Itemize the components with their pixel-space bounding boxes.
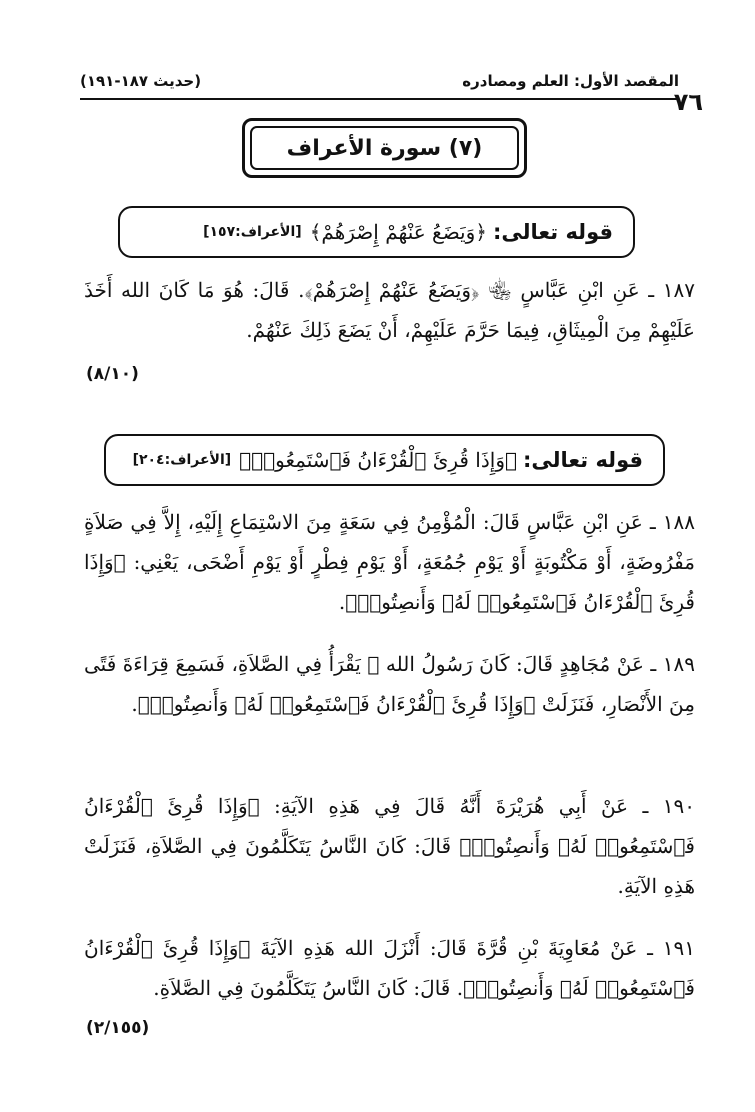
verse-heading-reference: [الأعراف:٢٠٤]	[132, 452, 232, 468]
verse-heading-quote: ﴿وَإِذَا قُرِئَ ٱلْقُرْءَانُ فَٱسْتَمِعُوا۟﴾	[239, 448, 517, 472]
verse-heading-box	[104, 434, 665, 486]
surah-title: (٧) سورة الأعراف	[250, 126, 519, 170]
hadith-187-reference: (٨/١٠)	[86, 364, 139, 384]
verse-heading-lead: قوله تعالى:	[522, 448, 643, 472]
surah-title-frame	[242, 118, 527, 178]
verse-heading-reference: [الأعراف:١٥٧]	[203, 224, 302, 240]
verse-heading-lead: قوله تعالى:	[492, 220, 613, 244]
hadith-entry-190: ١٩٠ ـ عَنْ أَبِي هُرَيْرَةَ أَنَّهُ قَالَ فِي هَذِهِ الآيَةِ: ﴿وَإِذَا قُرِئَ ٱلْقُرْءَانُ فَٱسْتَمِعُوا۟ لَهُۥ وَأَنصِتُوا۟﴾ قَالَ: كَانَ النَّاسُ يَتَكَلَّمُونَ فِي الصَّلاَةِ، فَنَزَلَتْ هَذِهِ الآيَةِ.	[84, 794, 695, 898]
hadith-entry-187: ١٨٧ ـ عَنِ ابْنِ عَبَّاسٍ ﵄ ﴿وَيَضَعُ عَنْهُمْ إِصْرَهُمْ﴾. قَالَ: هُوَ مَا كَانَ الله أَخَذَ عَلَيْهِمْ مِنَ الْمِيثَاقِ، فِيمَا حَرَّمَ عَلَيْهِمْ، أَنْ يَضَعَ ذَلِكَ عَنْهُمْ.	[84, 278, 695, 342]
verse-heading-quote: ﴿وَيَضَعُ عَنْهُمْ إِصْرَهُمْ﴾	[309, 220, 487, 244]
running-header	[80, 70, 679, 100]
hadith-range: (حديث ١٨٧-١٩١)	[80, 72, 202, 90]
running-title: المقصد الأول: العلم ومصادره	[462, 72, 679, 90]
hadith-191-reference: (٢/١٥٥)	[86, 1018, 150, 1038]
verse-heading-box	[118, 206, 635, 258]
hadith-entry-189: ١٨٩ ـ عَنْ مُجَاهِدٍ قَالَ: كَانَ رَسُولُ الله ﷺ يَقْرَأُ فِي الصَّلاَةِ، فَسَمِعَ قِرَاءَةَ فَتًى مِنَ الأَنْصَارِ، فَنَزَلَتْ ﴿وَإِذَا قُرِئَ ٱلْقُرْءَانُ فَٱسْتَمِعُوا۟ لَهُۥ وَأَنصِتُوا۟﴾.	[84, 652, 695, 716]
hadith-entry-188: ١٨٨ ـ عَنِ ابْنِ عَبَّاسٍ قَالَ: الْمُؤْمِنُ فِي سَعَةٍ مِنَ الاسْتِمَاعِ إِلَيْهِ، إِلاَّ فِي صَلاَةٍ مَفْرُوضَةٍ، أَوْ مَكْتُوبَةٍ أَوْ يَوْمِ جُمُعَةٍ، أَوْ يَوْمِ فِطْرٍ أَوْ يَوْمِ أَضْحَى، يَعْنِي: ﴿وَإِذَا قُرِئَ ٱلْقُرْءَانُ فَٱسْتَمِعُوا۟ لَهُۥ وَأَنصِتُوا۟﴾.	[84, 510, 695, 614]
hadith-entry-191: ١٩١ ـ عَنْ مُعَاوِيَةَ بْنِ قُرَّةَ قَالَ: أَنْزَلَ الله هَذِهِ الآيَةَ ﴿وَإِذَا قُرِئَ ٱلْقُرْءَانُ فَٱسْتَمِعُوا۟ لَهُۥ وَأَنصِتُوا۟﴾. قَالَ: كَانَ النَّاسُ يَتَكَلَّمُونَ فِي الصَّلاَةِ.	[84, 936, 695, 1000]
page-number: ٧٦	[673, 88, 703, 116]
